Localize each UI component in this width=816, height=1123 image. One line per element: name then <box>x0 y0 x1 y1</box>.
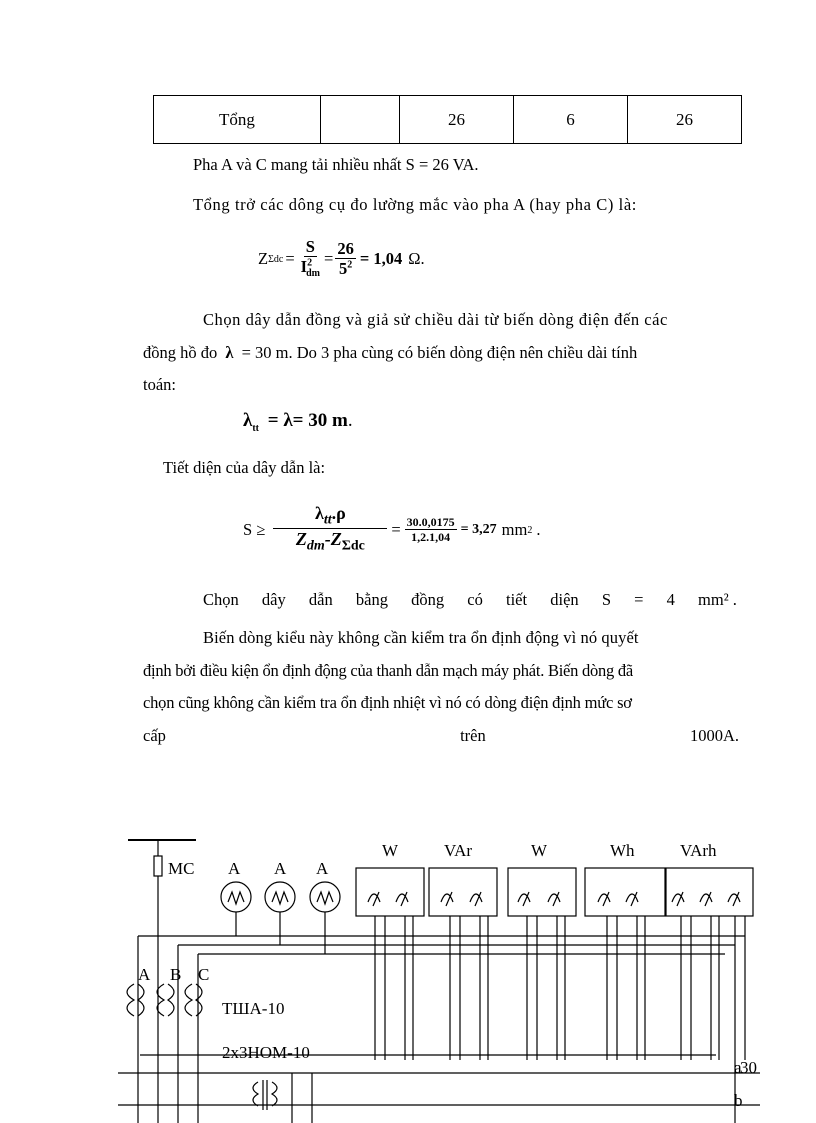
word: mm² . <box>698 590 737 609</box>
formula-impedance <box>258 233 425 285</box>
formula-denominator: I <box>300 256 308 276</box>
word: tiết <box>506 590 528 609</box>
formula-dot: . <box>536 520 541 539</box>
formula-denominator: Z <box>295 529 307 550</box>
paragraph-impedance <box>193 195 737 215</box>
paragraph-length-2 <box>143 343 637 363</box>
page-number: 30 <box>740 1058 757 1077</box>
formula-result: = 1,04 <box>359 249 403 268</box>
formula-superscript: 2 <box>347 259 353 271</box>
word: có <box>467 590 483 609</box>
formula-denominator: -Z <box>324 529 342 550</box>
paragraph-length-1 <box>203 310 739 330</box>
word: S <box>601 590 612 609</box>
formula-unit: Ω. <box>408 249 425 268</box>
formula-fraction <box>299 238 322 280</box>
table-cell: Tổng <box>154 96 321 144</box>
meter-label: W <box>382 841 399 860</box>
paragraph-ct-2: định bởi điều kiện ổn định động của thanh dẫn mạch máy phát. Biến dòng đã <box>143 661 633 680</box>
meter-label: W <box>531 841 548 860</box>
word: dây <box>261 590 286 609</box>
meter-label: Wh <box>610 841 635 860</box>
lambda-symbol: λ <box>225 343 234 362</box>
ammeter-label: A <box>228 859 241 878</box>
mc-label: MC <box>168 859 195 878</box>
formula-equals: = <box>324 249 334 268</box>
word: bằng <box>355 590 388 609</box>
paragraph-ct-1 <box>203 628 739 648</box>
meter-label: VArh <box>680 841 717 860</box>
table-cell <box>321 96 400 144</box>
wiring-diagram <box>0 820 816 1123</box>
phase-label: B <box>170 965 182 984</box>
paragraph-text: đồng hồ đo <box>143 343 218 362</box>
formula-numerator: λ <box>314 503 324 524</box>
paragraph-text: Chọn dây dẫn đồng và giả sử chiều dài từ biến dòng điện đến các <box>203 310 668 329</box>
bus-a-label: a <box>734 1058 742 1077</box>
lambda-symbol: λ <box>243 410 253 431</box>
word: cấp <box>143 726 166 745</box>
paragraph-ct-3: chọn cũng không cần kiểm tra ổn định nhiệt vì nó có dòng điện định mức sơ <box>143 693 632 712</box>
formula-subscript: dm <box>306 268 320 280</box>
paragraph-text: Biến dòng kiểu này không cần kiểm tra ổn định động vì nó quyết <box>203 628 639 647</box>
formula-subscript: tt <box>323 512 332 528</box>
phase-label: C <box>198 965 210 984</box>
formula-equals: = <box>391 520 401 539</box>
formula-subscript: tt <box>252 422 260 434</box>
formula-subscript: Σdc <box>268 253 284 265</box>
table-row <box>154 96 742 144</box>
ammeter-label: A <box>274 859 287 878</box>
paragraph-length-3: toán: <box>143 375 176 394</box>
word: = <box>634 590 644 609</box>
formula-equals: = <box>285 249 295 268</box>
word: dẫn <box>308 590 333 609</box>
phase-label: A <box>138 965 151 984</box>
word: trên <box>460 726 486 745</box>
table-cell: 26 <box>400 96 514 144</box>
paragraph-section: Tiết diện của dây dẫn là: <box>163 458 326 477</box>
word: Chọn <box>203 590 239 609</box>
formula-numerator: 30.0,0175 <box>406 514 455 529</box>
paragraph-text: Tổng trở các dông cụ đo lường mắc vào pha A (hay pha C) là: <box>193 195 637 214</box>
formula-dot: . <box>347 410 353 431</box>
paragraph-choose <box>203 590 737 610</box>
formula-subscript: Σdc <box>341 538 365 554</box>
table-cell: 26 <box>628 96 742 144</box>
paragraph-text: = 30 m. Do 3 pha cùng có biến dòng điện nên chiều dài tính <box>241 343 638 362</box>
formula-numerator: S <box>305 236 315 256</box>
word: 1000A. <box>689 726 739 745</box>
formula-value: = λ= 30 m <box>267 410 348 431</box>
formula-numerator: 26 <box>337 238 354 258</box>
formula-fraction <box>273 504 387 555</box>
table-cell: 6 <box>514 96 628 144</box>
formula-length <box>243 410 353 434</box>
word: đồng <box>411 590 445 609</box>
formula-denominator: 5 <box>338 258 348 278</box>
formula-fraction <box>405 516 457 545</box>
formula-fraction <box>335 240 356 279</box>
formula-superscript: 2 <box>307 257 313 269</box>
formula-result: = 3,27 <box>460 522 497 537</box>
paragraph-load: Pha A và C mang tải nhiều nhất S = 26 VA. <box>193 155 479 174</box>
vt-label: 2x3HOM-10 <box>222 1043 310 1062</box>
formula-subscript: dm <box>306 538 325 554</box>
formula-symbol: S ≥ <box>243 520 266 539</box>
total-table <box>153 95 742 144</box>
formula-unit: mm <box>501 520 528 539</box>
formula-numerator: .ρ <box>331 503 346 524</box>
ct-label: TШA-10 <box>222 999 285 1018</box>
formula-section <box>243 495 540 565</box>
formula-denominator: 1,2.1,04 <box>411 529 451 544</box>
word: 4 <box>666 590 675 609</box>
formula-superscript: 2 <box>527 524 533 536</box>
bus-b-label: b <box>734 1091 743 1110</box>
meter-label: VAr <box>444 841 473 860</box>
paragraph-ct-4 <box>143 726 739 746</box>
formula-symbol: Z <box>258 249 269 268</box>
ammeter-label: A <box>316 859 329 878</box>
word: diện <box>550 590 579 609</box>
